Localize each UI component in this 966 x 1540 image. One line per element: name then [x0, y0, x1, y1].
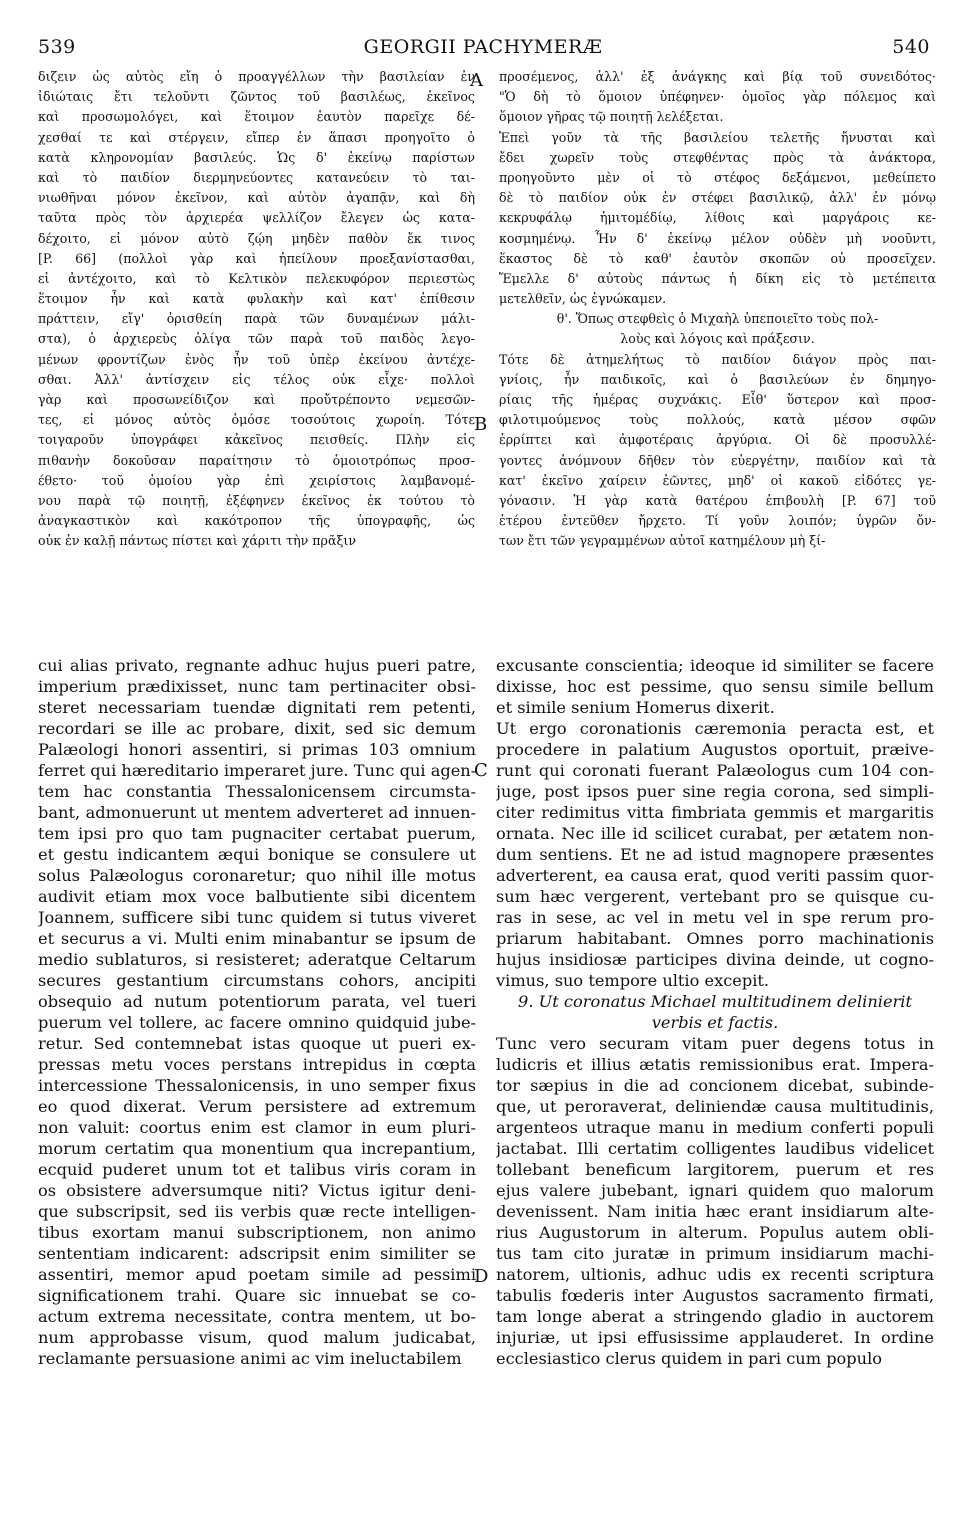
text-line: μετελθεῖν, ὡς ἐγνώκαμεν.: [499, 291, 667, 307]
text-line: Τότε δὲ ἀτημελήτως τὸ παιδίον διάγον πρὸς παι-: [499, 351, 936, 367]
text-line: sententiam indicarent: adscripsit enim similiter se: [38, 1244, 476, 1263]
text-line: οὐκ ἐν καλῇ πάντως πίστει καὶ χάριτι τὴν πρᾶξιν: [38, 533, 356, 549]
text-line: morum certatim qua monentium qua increpantium,: [38, 1139, 476, 1158]
text-line: έθετο· τοῦ ὁμοίου γὰρ ἐπὶ χειρίστοις λαμβανομέ-: [38, 472, 475, 488]
text-line: jactabat. Illi certatim colligentes laudibus videlicet: [496, 1139, 934, 1158]
page-number-right: 540: [892, 36, 930, 58]
text-line: διζειν ὡς αὐτὸς εἴη ὁ προαγγέλλων τὴν βασιλείαν ἐν: [38, 69, 475, 84]
text-line: Joannem, sufficere sibi tunc quidem si tutus viveret: [38, 908, 476, 927]
text-line: tor sæpius in die ad concionem dicebat, subinde-: [496, 1076, 934, 1095]
text-line: καὶ προσωμολόγει, καὶ ἕτοιμον ἑαυτὸν παρεῖχε δέ-: [38, 109, 475, 125]
text-line: dum sentiens. Et ne ad istud magnopere præsentes: [496, 845, 934, 864]
text-line: θ'. Ὅπως στεφθεὶς ὁ Μιχαὴλ ὑπεποιεῖτο τοὺς πολ-: [556, 311, 879, 327]
text-line: assentiri, memor apud poetam simile ad pessimi: [38, 1265, 476, 1284]
text-line: que, ut peroraverat, deliniendæ causa multitudinis,: [496, 1097, 934, 1116]
text-line: recordari se ille ac probare, dixit, sed sic demum: [38, 719, 476, 738]
text-line: num approbasse visum, quod malum judicabat,: [38, 1328, 476, 1347]
text-line: retur. Sed contemnebat istas quoque ut pueri ex-: [38, 1034, 476, 1053]
text-line: tabulis fœderis inter Augustos sacramento firmati,: [496, 1286, 934, 1305]
text-line: Ἐπεὶ γοῦν τὰ τῆς βασιλείου τελετῆς ἤνυσται καὶ: [499, 129, 936, 145]
text-line: citer redimitus vitta fimbriata gemmis et margaritis: [496, 803, 934, 822]
text-line: significationem trahi. Quare sic innuebat se co-: [38, 1286, 476, 1305]
text-line: tibus exortam manui subscriptionem, non animo: [38, 1223, 476, 1242]
text-line: δὲ τὸ παιδίον οὐκ ἐν στέφει βασιλικῷ, ἀλλ' ἐν μόνῳ: [499, 190, 936, 206]
text-line: μένων φροντίζων ἑνὸς ἦν τοῦ ὑπὲρ ἐκείνου ἀντέχε-: [38, 351, 475, 367]
text-line: ρίαις τῆς ἡμέρας συχνάκις. Εἶθ' ὕστερον καὶ προσ-: [499, 392, 936, 407]
text-line: 9. Ut coronatus Michael multitudinem delinierit: [518, 992, 912, 1011]
text-line: argenteos utraque manu in medium conferti populi: [496, 1118, 934, 1137]
text-line: γὰρ καὶ προσωνείδιζον καὶ προὔτρέποντο νεμεσῶν-: [38, 392, 475, 407]
text-line: tam longe aberat a stringendo gladio in auctorem: [496, 1307, 934, 1326]
text-line: injuriæ, ut ipsi effusissime applauderet. In ordine: [496, 1328, 934, 1347]
text-line: λοὺς καὶ λόγοις καὶ πράξεσιν.: [620, 331, 815, 347]
text-line: [P. 66] (πολλοὶ γὰρ καὶ ἠπείλουν προεξανίστασθαι,: [38, 250, 475, 266]
text-line: κατὰ κληρονομίαν βασιλεύς. Ὡς δ' ἐκείνῳ παρίστων: [38, 149, 475, 165]
text-line: excusante conscientia; ideoque id similiter se facere: [496, 656, 934, 675]
text-line: ludicris et illius ætatis remissionibus erat. Impera-: [496, 1055, 934, 1074]
text-line: πιθανὴν δοκοῦσαν παραίτησιν τὸ ὁμοιοτρόπως προσ-: [38, 452, 475, 468]
text-line: εἰ ἀντέχοιτο, καὶ τὸ Κελτικὸν πελεκυφόρον περιεστὼς: [38, 270, 475, 286]
text-line: vimus, suo tempore ultio excepit.: [496, 971, 770, 990]
greek-column-right: [499, 67, 936, 552]
text-line: medio sublaturos, si resisteret; aderatque Celtarum: [38, 950, 476, 969]
greek-column-left: [38, 67, 475, 552]
text-line: procedere in palatium Augustos oportuit, præive-: [496, 740, 934, 759]
text-line: κεκρυφάλῳ ἡμιτομέδίῳ, λίθοις καὶ μαργάροις κε-: [499, 210, 936, 226]
text-line: των ἔτι τῶν γεγραμμένων αὐτοῖ κατημέλουν μὴ ξί-: [499, 533, 826, 549]
margin-marker-a: A: [470, 70, 483, 91]
text-line: reclamante persuasione animi ac vim ineluctabilem: [38, 1349, 462, 1368]
text-line: γνίοις, ἦν παιδικοῖς, καὶ ὁ βασιλεύων ἐν δημηγο-: [499, 371, 936, 387]
text-line: προηγοῦντο μὲν οἱ τὸ στέφος δεξάμενοι, μεθείπετο: [499, 169, 936, 185]
margin-marker-c: C: [474, 760, 488, 781]
margin-marker-b: B: [474, 414, 488, 435]
text-line: et securus a vi. Multi enim minabantur se ipsum de: [38, 929, 476, 948]
text-line: bant, admonuerunt ut mentem adverteret ad innuen-: [38, 803, 476, 822]
text-line: ἔδει χωρεῖν τοὺς στεφθέντας πρὸς τὰ ἀνάκτορα,: [499, 149, 936, 165]
text-line: "Ὁ δὴ τὸ ὅμοιον ὑπέφηνεν· ὁμοῖος γὰρ πόλεμος καὶ: [499, 89, 936, 105]
text-line: rius Augustorum in alterum. Populus autem obli-: [496, 1223, 934, 1242]
running-title: GEORGII PACHYMERÆ: [363, 36, 603, 58]
text-line: Tunc vero securam vitam puer degens totus in: [496, 1034, 934, 1053]
text-line: tem hac constantia Thessalonicensem circumsta-: [38, 782, 476, 801]
text-line: ornata. Nec ille id scilicet curabat, per ætatem non-: [496, 824, 934, 843]
text-line: ἕκαστος δὲ τὸ καθ' ἑαυτὸν σκοπῶν οὐ προσεῖχεν.: [499, 250, 936, 266]
text-line: juge, post ipsos puer sine regia corona, sed simpli-: [496, 782, 934, 801]
text-line: hujus insidiosæ participes divina deinde, ut cogno-: [496, 950, 934, 969]
text-line: obsequio ad nutum potentiorum parata, vel tueri: [38, 992, 476, 1011]
text-line: ἕτοιμον ἦν καὶ κατὰ φυλακὴν καὶ κατ' ἐπίθεσιν: [38, 291, 475, 307]
text-line: tem ipsi pro quo tam pugnaciter certabat puerum,: [38, 824, 476, 843]
text-line: καὶ τὸ παιδίον διερμηνεύοντες κατανεύειν τὸ ται-: [38, 169, 475, 185]
text-line: tollebant beneficum largitorem, puerum et res: [496, 1160, 934, 1179]
text-line: verbis et factis.: [651, 1013, 779, 1032]
text-line: σθαι. Ἀλλ' ἀντίσχειν εἰς τέλος οὐκ εἶχε· πολλοὶ: [38, 371, 475, 387]
page-number-left: 539: [38, 36, 76, 58]
text-line: Ut ergo coronationis cæremonia peracta est, et: [496, 719, 934, 738]
text-line: τοιγαροῦν ὑπογράφει κἀκεῖνος πεισθείς. Πλὴν εἰς: [38, 432, 475, 448]
text-line: imperium prædixisset, nunc tam pertinaciter obsi-: [38, 677, 476, 696]
text-line: pressas metu voces perstans intrepidus in cœpta: [38, 1055, 476, 1074]
text-line: ferret qui hæreditario imperaret jure. Tunc qui agen-: [38, 761, 476, 780]
text-line: devenissent. Nam initia hæc erant insidiarum alte-: [496, 1202, 934, 1221]
text-line: ὅμοιον γῆρας τῷ ποιητῇ λελέξεται.: [499, 109, 724, 125]
text-line: cui alias privato, regnante adhuc hujus pueri patre,: [38, 656, 476, 675]
text-line: steret necessariam tuendæ dignitati rem petenti,: [38, 698, 476, 717]
text-line: ἀναγκαστικὸν καὶ κακότροπον τῆς ὑπογραφῆς, ὡς: [38, 513, 475, 529]
text-line: πράττειν, εἴγ' ὁρισθείη παρὰ τῶν δυναμένων μάλι-: [38, 311, 475, 327]
text-line: eo quod dixerat. Verum persistere ad extremum: [38, 1097, 476, 1116]
text-line: et simile senium Homerus dixerit.: [496, 698, 775, 717]
text-line: dixisse, hoc est pessime, quo sensu simile bellum: [496, 677, 934, 696]
text-line: στα), ὁ ἀρχιερεὺς ὀλίγα τῶν παρὰ τοῦ παιδὸς λεγο-: [38, 331, 475, 347]
text-line: ras in sese, ac vel in metu vel in spe rerum pro-: [496, 908, 934, 927]
text-line: φιλοτιμούμενος τοὺς πολλούς, κατὰ μέσον σφῶν: [499, 412, 936, 428]
text-line: secures gestantium circumstans cohors, ancipiti: [38, 971, 476, 990]
text-line: intercessione Thessalonicensis, in uno semper fixus: [38, 1076, 476, 1095]
text-line: runt qui coronati fuerant Palæologus cum 104 con-: [496, 761, 934, 780]
text-line: natorem, ultionis, adhuc udis ex recenti scriptura: [496, 1265, 934, 1284]
text-line: ἐρρίπτει καὶ ἀμφοτέραις ἀργύρια. Οἱ δὲ προσυλλέ-: [499, 432, 936, 448]
text-line: tus tam cito juratæ in primum insidiarum machi-: [496, 1244, 934, 1263]
latin-column-left: [38, 655, 476, 1369]
text-line: puerum vel tollere, ac facere omnino quidquid jube-: [38, 1013, 476, 1032]
text-line: χεσθαί τε καὶ στέργειν, εἴπερ ἐν ἅπασι προηγοῖτο ὁ: [38, 129, 475, 145]
text-line: ταῦτα πρὸς τὸν ἀρχιερέα ψελλίζον ἔλεγεν ὡς κατα-: [38, 210, 475, 226]
text-line: ecquid puderet unum tot et talibus viris coram in: [38, 1160, 476, 1179]
text-line: γόνασιν. Ἡ γὰρ κατὰ θατέρου ἐπιβουλὴ [P. 67] τοῦ: [499, 492, 936, 508]
text-line: audivit etiam mox voce balbutiente sibi dicentem: [38, 887, 476, 906]
text-line: δέχοιτο, εἰ μόνον αὐτὸ ζῴη μηδὲν παθὸν ἔκ τινος: [38, 230, 475, 246]
text-line: os obsistere adversumque niti? Victus igitur deni-: [38, 1181, 476, 1200]
text-line: ecclesiastico clerus quidem in pari cum populo: [496, 1349, 883, 1368]
text-line: non valuit: coortus enim est clamor in eum pluri-: [38, 1118, 476, 1137]
text-line: priarum habitabant. Omnes porro machinationis: [496, 929, 934, 948]
text-line: νου παρὰ τῷ ποιητῇ, ἐξέφηνεν ἐκεῖνος ἐκ τούτου τὸ: [38, 492, 475, 508]
margin-marker-d: D: [474, 1266, 489, 1287]
text-line: et gestu indicantem æqui bonique se consulere ut: [38, 845, 476, 864]
text-line: Palæologi honori assentiri, si primas 103 omnium: [38, 740, 476, 759]
text-line: γοντες ἀνόμνουν δῆθεν τὸν εὐεργέτην, παιδίον καὶ τὰ: [499, 452, 936, 468]
text-line: τες, εἰ μόνος αὐτὸς ὁμόσε τοσούτοις χωροίη. Τότε: [38, 412, 475, 428]
text-line: Ἔμελλε δ' αὐτοὺς πάντως ἡ δίκη εἰς τὸ μετέπειτα: [499, 270, 936, 286]
text-line: que subscripsit, sed iis verbis quæ recte intelligen-: [38, 1202, 476, 1221]
text-line: προσέμενος, ἀλλ' ἐξ ἀνάγκης καὶ βίᾳ τοῦ συνειδότος·: [499, 69, 936, 84]
text-line: sum hæc vergerent, vertebant pro se quisque cu-: [496, 887, 934, 906]
text-line: ejus valere jubebant, ignari quidem quo malorum: [496, 1181, 934, 1200]
text-line: ἰδιώταις ἔτι τελοῦντι ζῶντος τοῦ βασιλέως, ἐκεῖνος: [38, 89, 475, 105]
text-line: κατ' ἐκεῖνο χαίρειν ἐῶντες, μηδ' οἱ κακοῦ εἰδότες γε-: [499, 472, 936, 488]
latin-column-right: [496, 655, 934, 1369]
text-line: actum extrema necessitate, contra mentem, ut bo-: [38, 1307, 476, 1326]
text-line: adverterent, ea causa erat, quod veriti passim quor-: [496, 866, 934, 885]
text-line: solus Palæologus coronaretur; quo nihil ille motus: [38, 866, 476, 885]
text-line: ἑτέρου ἐντεῦθεν ἤρχετο. Τί γοῦν λοιπόν; ὑγρῶν ὄν-: [499, 513, 936, 529]
text-line: νιωθῆναι μόνον ἐκεῖνον, καὶ αὐτὸν ἀγαπᾷν, καὶ δὴ: [38, 190, 475, 206]
text-line: κοσμημένῳ. Ἦν δ' ἐκείνῳ μέλον οὐδὲν μὴ νοοῦντι,: [499, 230, 936, 246]
